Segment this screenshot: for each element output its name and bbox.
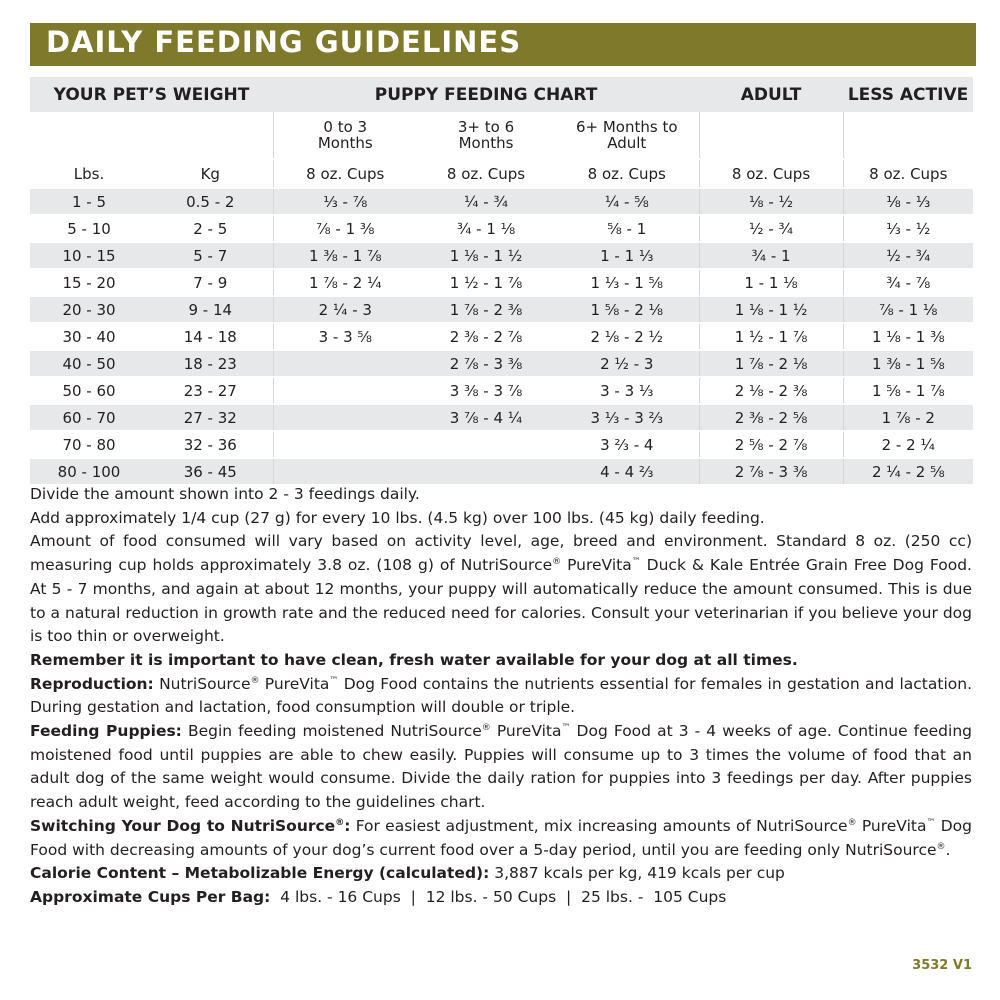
instruction-line: Divide the amount shown into 2 - 3 feedings daily.	[30, 485, 420, 503]
table-cell: 36 - 45	[148, 458, 273, 485]
table-cell: 2 - 5	[148, 215, 273, 242]
table-cell: 3 ⅞ - 4 ¼	[417, 404, 555, 431]
table-cell: 2 ⅛ - 2 ⅜	[699, 377, 843, 404]
table-cell: 2 ⅝ - 2 ⅞	[699, 431, 843, 458]
table-cell: ⅞ - 1 ⅜	[273, 215, 417, 242]
table-cell: 10 - 15	[30, 242, 148, 269]
table-cell: 50 - 60	[30, 377, 148, 404]
table-cell: 2 - 2 ¼	[843, 431, 973, 458]
table-row	[30, 296, 973, 323]
table-cell: 1 - 5	[30, 188, 148, 215]
table-cell: 1 ⅛ - 1 ½	[417, 242, 555, 269]
table-cell: 32 - 36	[148, 431, 273, 458]
feeding-table	[30, 77, 973, 486]
table-cell: ¾ - 1	[699, 242, 843, 269]
unit-header: 8 oz. Cups	[699, 159, 843, 188]
table-cell: 80 - 100	[30, 458, 148, 485]
weight-header: YOUR PET’S WEIGHT	[30, 77, 273, 112]
table-row	[30, 377, 973, 404]
table-cell: 15 - 20	[30, 269, 148, 296]
table-row	[30, 188, 973, 215]
table-cell: 1 ⅛ - 1 ⅜	[843, 323, 973, 350]
calorie-content: Calorie Content – Metabolizable Energy (calculated): 3,887 kcals per kg, 419 kcals per cup	[30, 864, 785, 883]
reproduction-paragraph: Reproduction: NutriSource® PureVita™ Dog Food contains the nutrients essential for females in gestation and lactation. During gestation and lactation, food consumption will double or triple.	[30, 674, 972, 717]
table-cell: ⅓ - ⅞	[273, 188, 417, 215]
empty-cell	[699, 112, 843, 159]
table-cell: 1 - 1 ⅓	[555, 242, 699, 269]
table-cell: 1 ⅞ - 2 ⅜	[417, 296, 555, 323]
table-cell: 2 ⅛ - 2 ½	[555, 323, 699, 350]
table-cell: 9 - 14	[148, 296, 273, 323]
less-active-header: LESS ACTIVE	[843, 77, 973, 112]
table-cell	[273, 404, 417, 431]
table-cell: ⅞ - 1 ⅛	[843, 296, 973, 323]
table-cell: ⅛ - ½	[699, 188, 843, 215]
unit-header: Kg	[148, 159, 273, 188]
table-cell: 5 - 7	[148, 242, 273, 269]
table-cell	[273, 458, 417, 485]
group-header-row	[30, 77, 973, 112]
table-cell: ¼ - ¾	[417, 188, 555, 215]
table-cell: 1 ⅛ - 1 ½	[699, 296, 843, 323]
table-cell: 1 ⅓ - 1 ⅝	[555, 269, 699, 296]
table-cell: 2 ⅜ - 2 ⅞	[417, 323, 555, 350]
table-cell: 3 ⅜ - 3 ⅞	[417, 377, 555, 404]
table-cell	[273, 431, 417, 458]
table-cell: 1 ½ - 1 ⅞	[417, 269, 555, 296]
table-row	[30, 242, 973, 269]
table-cell: 1 ⅞ - 2 ¼	[273, 269, 417, 296]
unit-header: 8 oz. Cups	[555, 159, 699, 188]
table-cell: 2 ¼ - 3	[273, 296, 417, 323]
table-cell: 60 - 70	[30, 404, 148, 431]
table-cell	[417, 431, 555, 458]
table-cell: 5 - 10	[30, 215, 148, 242]
switching-paragraph: Switching Your Dog to NutriSource®: For easiest adjustment, mix increasing amounts of NutriSource® PureVita™ Dog Food with decreasing amounts of your dog’s current food over a 5-day period, until you are feeding only NutriSource®.	[30, 816, 972, 859]
table-cell: 2 ⅜ - 2 ⅝	[699, 404, 843, 431]
table-row	[30, 350, 973, 377]
age-header-row	[30, 112, 973, 159]
table-row	[30, 215, 973, 242]
table-cell: 1 ⅞ - 2 ⅛	[699, 350, 843, 377]
unit-header: 8 oz. Cups	[843, 159, 973, 188]
table-row	[30, 269, 973, 296]
table-row	[30, 458, 973, 485]
puppy-header: PUPPY FEEDING CHART	[273, 77, 699, 112]
table-cell: 1 ½ - 1 ⅞	[699, 323, 843, 350]
adult-header: ADULT	[699, 77, 843, 112]
table-cell: 1 ⅜ - 1 ⅝	[843, 350, 973, 377]
table-cell: 30 - 40	[30, 323, 148, 350]
puppies-paragraph: Feeding Puppies: Begin feeding moistened NutriSource® PureVita™ Dog Food at 3 - 4 weeks of age. Continue feeding moistened food until puppies are able to chew easily. Puppies will consume up to 3 times the volume of food that an adult dog of the same weight would consume. Divide the daily ration for puppies into 3 feedings per day. After puppies reach adult weight, feed according to the guidelines chart.	[30, 722, 972, 812]
empty-cell	[30, 112, 273, 159]
table-cell: 0.5 - 2	[148, 188, 273, 215]
unit-header: 8 oz. Cups	[273, 159, 417, 188]
table-cell: 4 - 4 ⅔	[555, 458, 699, 485]
water-note: Remember it is important to have clean, fresh water available for your dog at all times.	[30, 650, 798, 669]
table-cell: 3 ⅓ - 3 ⅔	[555, 404, 699, 431]
table-cell: 23 - 27	[148, 377, 273, 404]
table-cell: 18 - 23	[148, 350, 273, 377]
table-cell: 14 - 18	[148, 323, 273, 350]
table-cell: 3 - 3 ⅝	[273, 323, 417, 350]
table-cell: 2 ½ - 3	[555, 350, 699, 377]
table-cell: 2 ⅞ - 3 ⅜	[699, 458, 843, 485]
version-code: 3532 V1	[912, 958, 972, 973]
instruction-line: Add approximately 1/4 cup (27 g) for every 10 lbs. (4.5 kg) over 100 lbs. (45 kg) daily feeding.	[30, 508, 765, 527]
table-cell: 27 - 32	[148, 404, 273, 431]
table-cell	[273, 350, 417, 377]
table-cell: 70 - 80	[30, 431, 148, 458]
table-cell: 1 ⅝ - 1 ⅞	[843, 377, 973, 404]
table-cell: 3 ⅔ - 4	[555, 431, 699, 458]
table-row	[30, 404, 973, 431]
table-cell: 3 - 3 ⅓	[555, 377, 699, 404]
table-cell: 40 - 50	[30, 350, 148, 377]
table-cell: ¼ - ⅝	[555, 188, 699, 215]
table-row	[30, 431, 973, 458]
table-cell: ½ - ¾	[843, 242, 973, 269]
age-header-3-6: 3+ to 6 Months	[417, 112, 555, 159]
table-cell: 1 ⅜ - 1 ⅞	[273, 242, 417, 269]
feeding-instructions	[30, 483, 972, 910]
unit-header-row	[30, 159, 973, 188]
table-cell: 2 ¼ - 2 ⅝	[843, 458, 973, 485]
table-cell: ⅛ - ⅓	[843, 188, 973, 215]
table-cell: 1 - 1 ⅛	[699, 269, 843, 296]
table-cell: ½ - ¾	[699, 215, 843, 242]
table-cell: ⅝ - 1	[555, 215, 699, 242]
table-cell: 7 - 9	[148, 269, 273, 296]
table-cell: ¾ - ⅞	[843, 269, 973, 296]
age-header-6-adult: 6+ Months to Adult	[555, 112, 699, 159]
table-cell: 20 - 30	[30, 296, 148, 323]
table-cell: ¾ - 1 ⅛	[417, 215, 555, 242]
empty-cell	[843, 112, 973, 159]
table-cell	[273, 377, 417, 404]
table-cell: 2 ⅞ - 3 ⅜	[417, 350, 555, 377]
title-banner	[30, 23, 976, 66]
unit-header: 8 oz. Cups	[417, 159, 555, 188]
page-title: DAILY FEEDING GUIDELINES	[46, 25, 522, 59]
cups-per-bag: Approximate Cups Per Bag: 4 lbs. - 16 Cups | 12 lbs. - 50 Cups | 25 lbs. - 105 Cups	[30, 887, 727, 906]
table-cell: 1 ⅝ - 2 ⅛	[555, 296, 699, 323]
table-cell	[417, 458, 555, 485]
table-row	[30, 323, 973, 350]
table-cell: ⅓ - ½	[843, 215, 973, 242]
table-cell: 1 ⅞ - 2	[843, 404, 973, 431]
unit-header: Lbs.	[30, 159, 148, 188]
amount-paragraph: Amount of food consumed will vary based on activity level, age, breed and environment. Standard 8 oz. (250 cc) measuring cup holds approximately 3.8 oz. (108 g) of NutriSource® PureVita™ Duck & Kale Entrée Grain Free Dog Food. At 5 - 7 months, and again at about 12 months, your puppy will automatically reduce the amount consumed. This is due to a natural reduction in growth rate and the reduced need for calories. Consult your veterinarian if you believe your dog is too thin or overweight.	[30, 532, 972, 646]
age-header-0-3: 0 to 3 Months	[273, 112, 417, 159]
